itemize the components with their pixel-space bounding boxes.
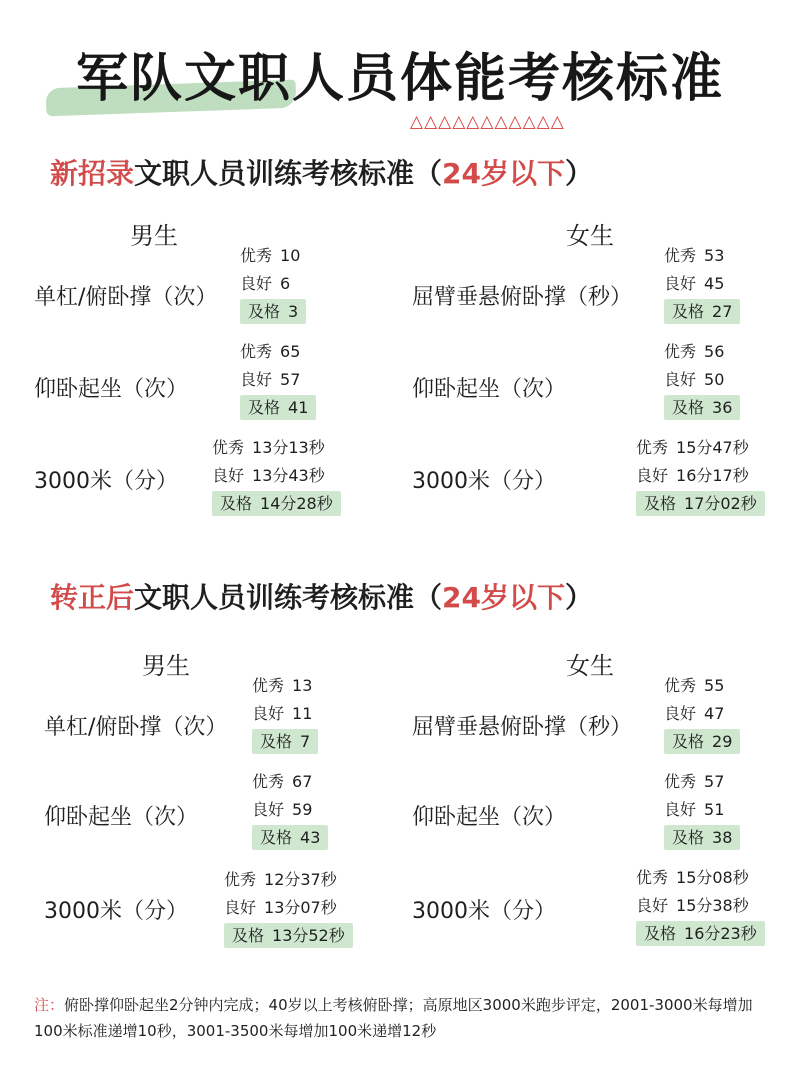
male-label: 男生 bbox=[130, 222, 178, 250]
grade-pass bbox=[664, 824, 740, 852]
grade-good bbox=[212, 462, 341, 490]
grade-value: 17分02秒 bbox=[684, 494, 757, 513]
grade-label: 优秀 bbox=[224, 870, 257, 889]
section-title-highlight: 新招录 bbox=[50, 157, 135, 190]
grade-value: 12分37秒 bbox=[264, 870, 337, 889]
grade-pass bbox=[664, 298, 740, 326]
grade-list bbox=[240, 242, 306, 326]
section-title-text: 文职人员训练考核标准（ bbox=[134, 581, 443, 614]
grade-label: 及格 bbox=[672, 732, 705, 751]
grade-value: 29 bbox=[712, 732, 733, 751]
grade-label: 优秀 bbox=[664, 246, 697, 265]
grade-good bbox=[664, 270, 740, 298]
grade-list bbox=[636, 864, 765, 948]
event-situps: 仰卧起坐（次） bbox=[34, 377, 189, 402]
grade-list bbox=[252, 672, 318, 756]
grade-value: 57 bbox=[704, 772, 725, 791]
event-3000m: 3000米（分） bbox=[412, 899, 556, 924]
grade-value: 41 bbox=[288, 398, 309, 417]
grade-label: 良好 bbox=[240, 274, 273, 293]
grade-pass bbox=[252, 728, 318, 756]
grade-value: 56 bbox=[704, 342, 725, 361]
grade-label: 优秀 bbox=[636, 868, 669, 887]
grade-label: 优秀 bbox=[240, 246, 273, 265]
grade-list bbox=[664, 242, 740, 326]
grade-label: 良好 bbox=[252, 800, 285, 819]
grade-excellent bbox=[664, 338, 740, 366]
grade-excellent bbox=[664, 768, 740, 796]
grade-pass bbox=[240, 298, 306, 326]
grade-value: 13分13秒 bbox=[252, 438, 325, 457]
grade-good bbox=[240, 366, 316, 394]
grade-value: 36 bbox=[712, 398, 733, 417]
female-label: 女生 bbox=[566, 222, 614, 250]
grade-label: 良好 bbox=[664, 704, 697, 723]
grade-list bbox=[664, 768, 740, 852]
grade-label: 良好 bbox=[664, 370, 697, 389]
section-title-close: ） bbox=[565, 157, 594, 190]
grade-good bbox=[664, 700, 740, 728]
grade-value: 43 bbox=[300, 828, 321, 847]
page-title: 军队文职人员体能考核标准 bbox=[75, 49, 724, 109]
grade-value: 13分07秒 bbox=[264, 898, 337, 917]
grade-label: 及格 bbox=[260, 828, 293, 847]
grade-label: 优秀 bbox=[636, 438, 669, 457]
grade-label: 及格 bbox=[672, 302, 705, 321]
grade-list bbox=[212, 434, 341, 518]
grade-excellent bbox=[664, 672, 740, 700]
grade-label: 优秀 bbox=[664, 772, 697, 791]
grade-good bbox=[636, 462, 765, 490]
grade-list bbox=[664, 338, 740, 422]
grade-value: 57 bbox=[280, 370, 301, 389]
grade-label: 良好 bbox=[240, 370, 273, 389]
grade-label: 及格 bbox=[672, 828, 705, 847]
grade-value: 16分23秒 bbox=[684, 924, 757, 943]
grade-good bbox=[664, 796, 740, 824]
grade-excellent bbox=[240, 338, 316, 366]
grade-label: 及格 bbox=[248, 302, 281, 321]
grade-excellent bbox=[240, 242, 306, 270]
grade-pass bbox=[664, 394, 740, 422]
grade-label: 优秀 bbox=[252, 676, 285, 695]
grade-good bbox=[252, 700, 318, 728]
section-title-age: 24岁以下 bbox=[442, 581, 565, 614]
grade-value: 65 bbox=[280, 342, 301, 361]
grade-value: 14分28秒 bbox=[260, 494, 333, 513]
event-situps: 仰卧起坐（次） bbox=[412, 805, 567, 830]
grade-pass bbox=[636, 490, 765, 518]
grade-value: 11 bbox=[292, 704, 313, 723]
grade-list bbox=[240, 338, 316, 422]
footnote-prefix: 注： bbox=[34, 996, 65, 1014]
grade-value: 15分08秒 bbox=[676, 868, 749, 887]
grade-list bbox=[224, 866, 353, 950]
event-3000m: 3000米（分） bbox=[412, 469, 556, 494]
grade-value: 7 bbox=[300, 732, 311, 751]
grade-excellent bbox=[636, 864, 765, 892]
grade-value: 53 bbox=[704, 246, 725, 265]
grade-label: 及格 bbox=[232, 926, 265, 945]
grade-good bbox=[636, 892, 765, 920]
grade-label: 良好 bbox=[664, 800, 697, 819]
grade-list bbox=[636, 434, 765, 518]
section-title-post-probation bbox=[50, 576, 593, 616]
grade-label: 及格 bbox=[248, 398, 281, 417]
grade-excellent bbox=[664, 242, 740, 270]
grade-value: 13 bbox=[292, 676, 313, 695]
grade-value: 59 bbox=[292, 800, 313, 819]
grade-label: 优秀 bbox=[240, 342, 273, 361]
title-block bbox=[40, 28, 760, 116]
grade-label: 优秀 bbox=[212, 438, 245, 457]
event-situps: 仰卧起坐（次） bbox=[412, 377, 567, 402]
event-3000m: 3000米（分） bbox=[34, 469, 178, 494]
grade-value: 16分17秒 bbox=[676, 466, 749, 485]
event-flexed-arm-hang: 屈臂垂悬俯卧撑（秒） bbox=[412, 715, 633, 740]
grade-value: 15分38秒 bbox=[676, 896, 749, 915]
grade-label: 及格 bbox=[220, 494, 253, 513]
grade-label: 及格 bbox=[260, 732, 293, 751]
grade-value: 47 bbox=[704, 704, 725, 723]
event-3000m: 3000米（分） bbox=[44, 899, 188, 924]
section-title-text: 文职人员训练考核标准（ bbox=[134, 157, 443, 190]
grade-label: 良好 bbox=[664, 274, 697, 293]
grade-pass bbox=[240, 394, 316, 422]
grade-good bbox=[240, 270, 306, 298]
section-title-age: 24岁以下 bbox=[442, 157, 565, 190]
grade-label: 优秀 bbox=[664, 676, 697, 695]
grade-excellent bbox=[224, 866, 353, 894]
event-situps: 仰卧起坐（次） bbox=[44, 805, 199, 830]
grade-value: 45 bbox=[704, 274, 725, 293]
grade-value: 15分47秒 bbox=[676, 438, 749, 457]
grade-pass bbox=[664, 728, 740, 756]
grade-label: 良好 bbox=[252, 704, 285, 723]
grade-value: 3 bbox=[288, 302, 299, 321]
male-label: 男生 bbox=[142, 652, 190, 680]
grade-excellent bbox=[252, 768, 328, 796]
event-pullup-pushup: 单杠/俯卧撑（次） bbox=[34, 285, 218, 310]
grade-pass bbox=[224, 922, 353, 950]
grade-label: 良好 bbox=[636, 896, 669, 915]
female-label: 女生 bbox=[566, 652, 614, 680]
grade-value: 55 bbox=[704, 676, 725, 695]
grade-pass bbox=[636, 920, 765, 948]
grade-label: 优秀 bbox=[664, 342, 697, 361]
grade-value: 10 bbox=[280, 246, 301, 265]
grade-excellent bbox=[636, 434, 765, 462]
grade-value: 13分43秒 bbox=[252, 466, 325, 485]
grade-list bbox=[252, 768, 328, 852]
grade-value: 13分52秒 bbox=[272, 926, 345, 945]
event-pullup-pushup: 单杠/俯卧撑（次） bbox=[44, 715, 228, 740]
grade-value: 27 bbox=[712, 302, 733, 321]
event-flexed-arm-hang: 屈臂垂悬俯卧撑（秒） bbox=[412, 285, 633, 310]
grade-label: 优秀 bbox=[252, 772, 285, 791]
grade-good bbox=[224, 894, 353, 922]
grade-value: 38 bbox=[712, 828, 733, 847]
section-title-close: ） bbox=[565, 581, 594, 614]
grade-list bbox=[664, 672, 740, 756]
grade-good bbox=[664, 366, 740, 394]
grade-label: 良好 bbox=[636, 466, 669, 485]
grade-pass bbox=[212, 490, 341, 518]
section-title-highlight: 转正后 bbox=[50, 581, 135, 614]
footnote bbox=[34, 992, 774, 1044]
grade-excellent bbox=[212, 434, 341, 462]
footnote-text: 俯卧撑仰卧起坐2分钟内完成；40岁以上考核俯卧撑；高原地区3000米跑步评定，2001-3000米每增加100米标准递增10秒，3001-3500米每增加100米递增12秒 bbox=[34, 996, 753, 1040]
grade-label: 及格 bbox=[644, 924, 677, 943]
grade-value: 50 bbox=[704, 370, 725, 389]
grade-label: 及格 bbox=[644, 494, 677, 513]
grade-good bbox=[252, 796, 328, 824]
grade-label: 良好 bbox=[224, 898, 257, 917]
grade-label: 及格 bbox=[672, 398, 705, 417]
grade-value: 67 bbox=[292, 772, 313, 791]
triangle-decoration: △△△△△△△△△△△ bbox=[410, 112, 565, 132]
grade-pass bbox=[252, 824, 328, 852]
grade-value: 6 bbox=[280, 274, 291, 293]
section-title-new-recruit bbox=[50, 152, 593, 192]
grade-value: 51 bbox=[704, 800, 725, 819]
grade-excellent bbox=[252, 672, 318, 700]
grade-label: 良好 bbox=[212, 466, 245, 485]
